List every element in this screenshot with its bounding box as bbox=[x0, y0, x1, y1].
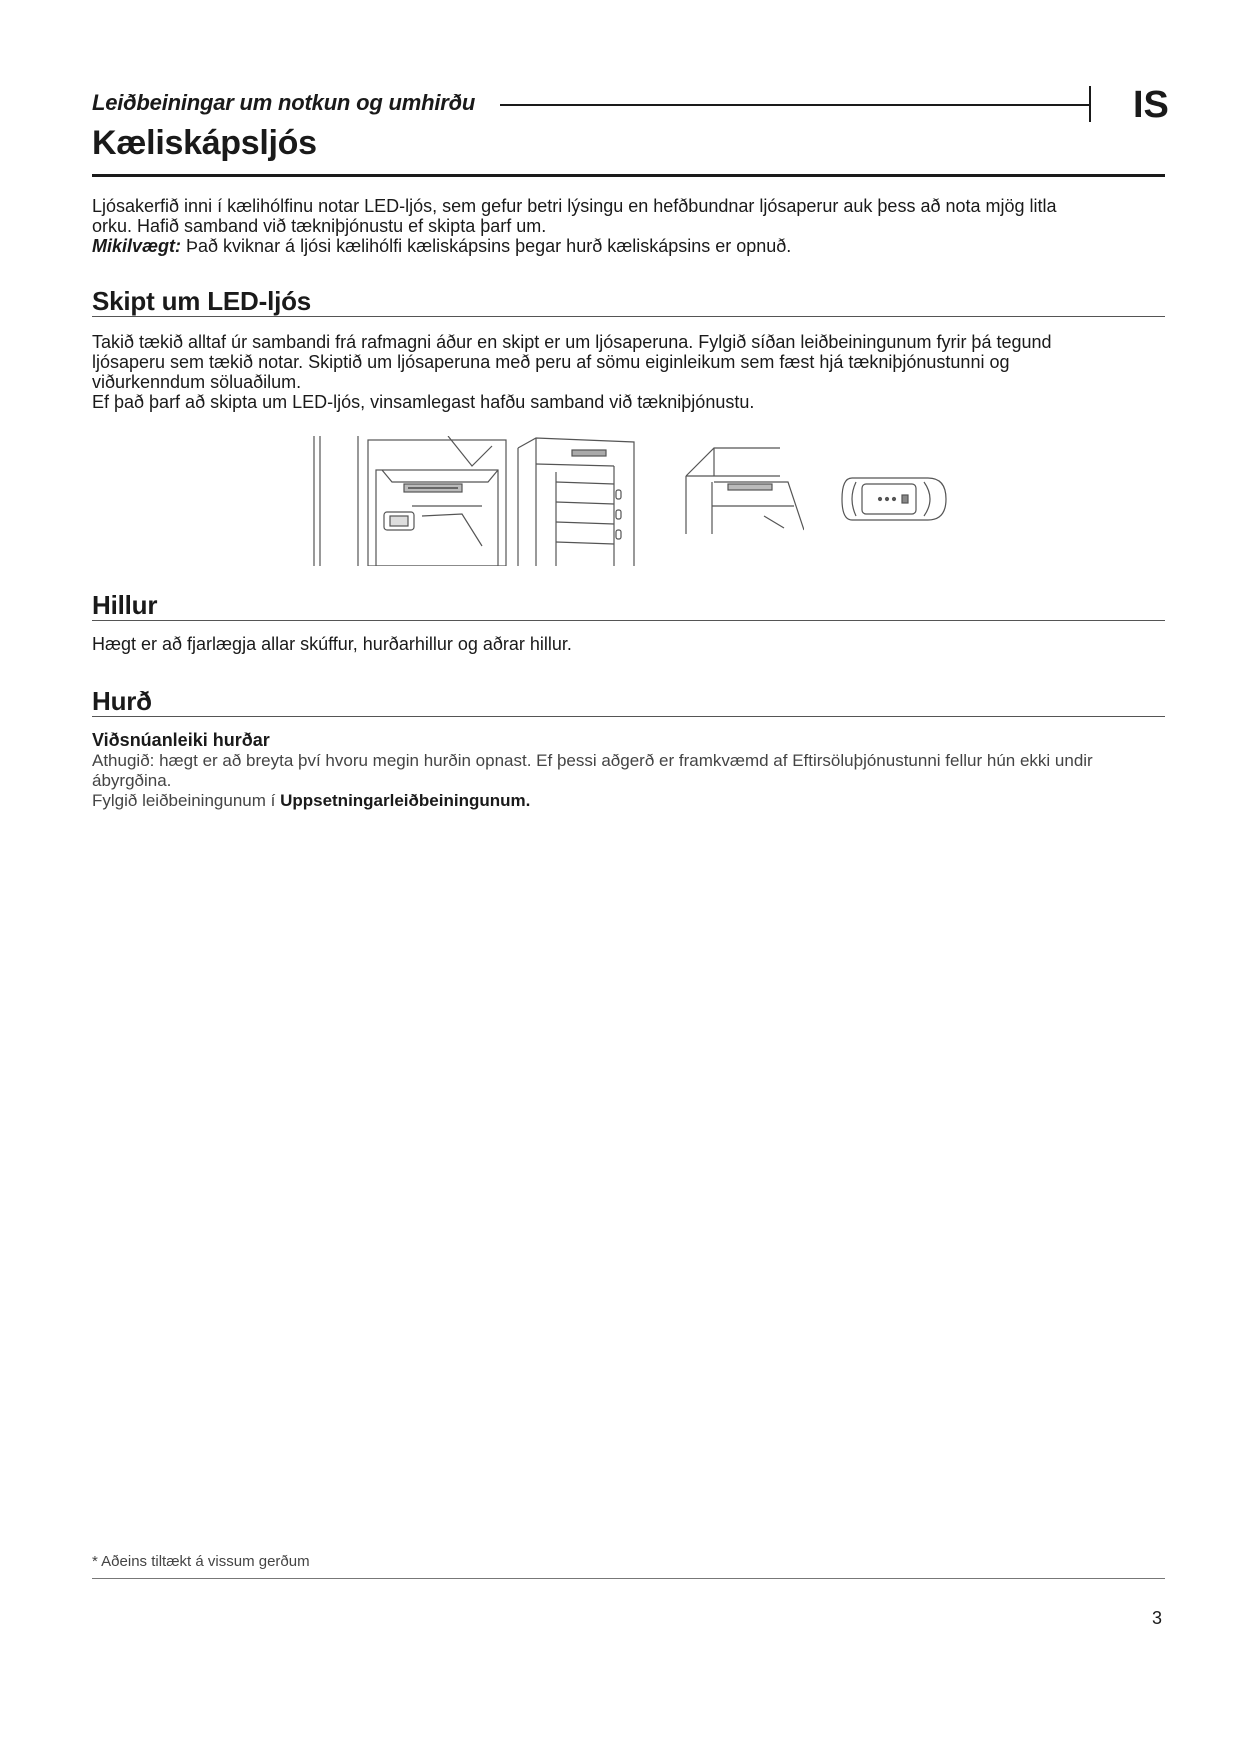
header-tick bbox=[1089, 86, 1091, 122]
intro-line-1: Ljósakerfið inni í kælihólfinu notar LED-ljós, sem gefur betri lýsingu en hefðbundnar ljósaperur auk þess að nota mjög litla bbox=[92, 196, 1057, 216]
led-illustration-2 bbox=[516, 436, 636, 566]
led-illustration-3 bbox=[684, 446, 804, 536]
intro-line-2: orku. Hafið samband við tækniþjónustu ef skipta þarf um. bbox=[92, 216, 547, 236]
door-paragraph bbox=[92, 751, 1152, 811]
page-title: Kæliskápsljós bbox=[92, 124, 317, 162]
door-line-2: ábyrgðina. bbox=[92, 771, 172, 790]
led-illustration-4 bbox=[840, 474, 950, 524]
running-title: Leiðbeiningar um notkun og umhirðu bbox=[92, 90, 476, 115]
header-rule bbox=[500, 104, 1090, 106]
led-line-4: Ef það þarf að skipta um LED-ljós, vinsamlegast hafðu samband við tækniþjónustu. bbox=[92, 392, 755, 412]
led-line-3: viðurkenndum söluaðilum. bbox=[92, 372, 302, 392]
page-number: 3 bbox=[1152, 1608, 1163, 1628]
door-line-3-prefix: Fylgið leiðbeiningunum í bbox=[92, 791, 281, 810]
led-line-1: Takið tækið alltaf úr sambandi frá rafmagni áður en skipt er um ljósaperuna. Fylgið síðan leiðbeiningunum fyrir þá tegund bbox=[92, 332, 1052, 352]
footer-rule bbox=[92, 1578, 1165, 1579]
shelves-paragraph: Hægt er að fjarlægja allar skúffur, hurðarhillur og aðrar hillur. bbox=[92, 634, 572, 654]
section-rule-led bbox=[92, 316, 1165, 317]
intro-important bbox=[92, 236, 1152, 256]
important-label: Mikilvægt: bbox=[92, 236, 182, 256]
title-rule bbox=[92, 174, 1165, 177]
led-line-2: ljósaperu sem tækið notar. Skiptið um ljósaperuna með peru af sömu eiginleikum sem fæst hjá tækniþjónustunni og bbox=[92, 352, 1010, 372]
door-line-3 bbox=[92, 791, 1152, 811]
footnote: * Aðeins tiltækt á vissum gerðum bbox=[92, 1553, 310, 1570]
section-heading-led: Skipt um LED-ljós bbox=[92, 286, 312, 316]
intro-paragraph bbox=[92, 196, 1152, 256]
language-code: IS bbox=[1133, 84, 1169, 126]
door-subheading: Viðsnúanleiki hurðar bbox=[92, 730, 270, 750]
section-rule-door bbox=[92, 716, 1165, 717]
led-illustration-1 bbox=[312, 436, 512, 566]
led-paragraph bbox=[92, 332, 1152, 412]
important-text: Það kviknar á ljósi kælihólfi kæliskápsins þegar hurð kæliskápsins er opnuð. bbox=[181, 236, 792, 256]
section-heading-door: Hurð bbox=[92, 686, 152, 716]
door-line-1: Athugið: hægt er að breyta því hvoru megin hurðin opnast. Ef þessi aðgerð er framkvæmd af Eftirsöluþjónustunni fellur hún ekki undir bbox=[92, 751, 1093, 770]
section-heading-shelves: Hillur bbox=[92, 590, 158, 620]
installation-guide-reference: Uppsetningarleiðbeiningunum. bbox=[280, 791, 531, 810]
section-rule-shelves bbox=[92, 620, 1165, 621]
